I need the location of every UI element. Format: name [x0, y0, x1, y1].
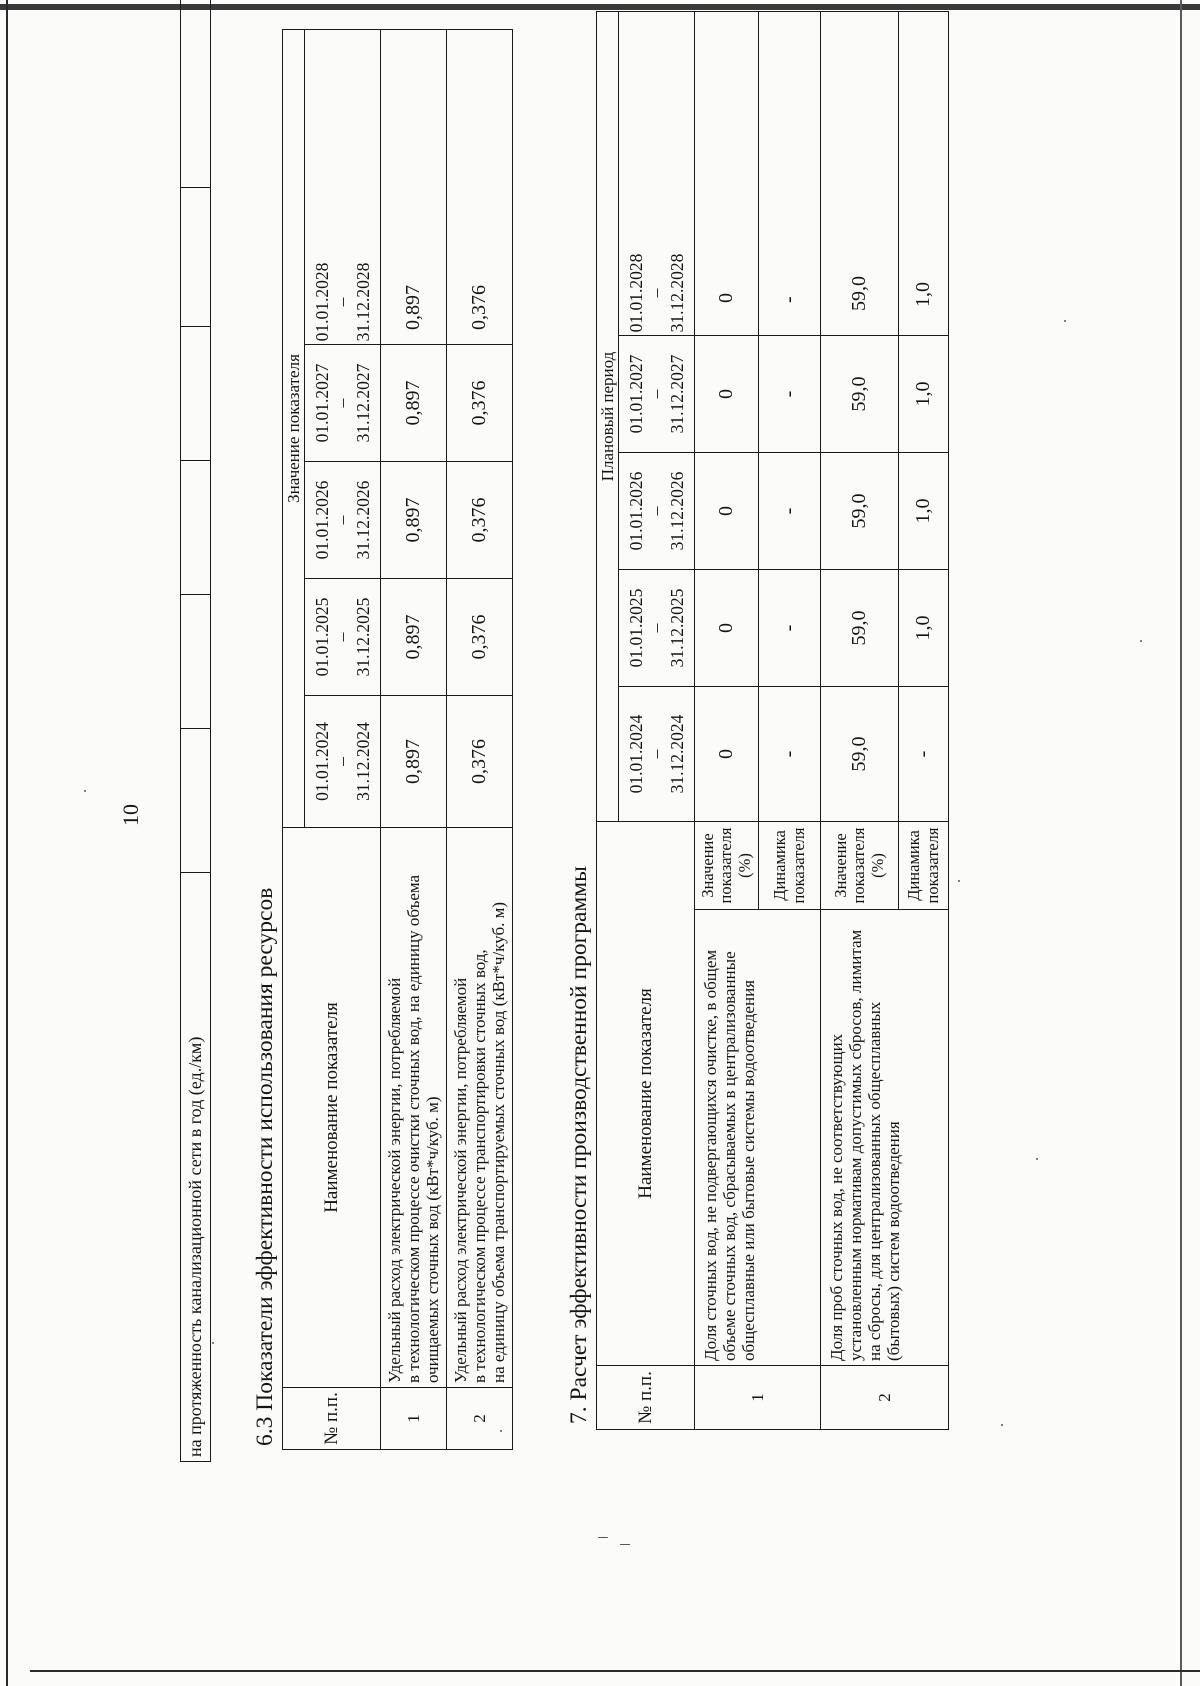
row-value: 59,0	[821, 11, 899, 335]
row-name-line: Доля сточных вод, не подвергающихся очистке, в общем	[701, 949, 721, 1361]
row-value: 59,0	[821, 686, 899, 821]
sub-label-line: (%)	[867, 853, 887, 878]
scan-speck	[958, 880, 960, 882]
row-value: -	[759, 569, 821, 686]
row-value: 0	[695, 452, 759, 569]
scan-speck	[1001, 1424, 1003, 1426]
row-num: 2	[447, 1388, 513, 1450]
scan-speck	[1036, 1158, 1038, 1160]
scan-speck	[1140, 640, 1142, 642]
row-value: -	[899, 686, 949, 821]
period-to: 31.12.2024	[352, 722, 373, 801]
top-fragment-cell	[181, 595, 211, 729]
top-fragment	[180, 0, 211, 1462]
period-to: 31.12.2025	[352, 597, 373, 677]
row-value: 59,0	[821, 452, 899, 569]
header-value-group: Значение показателя	[283, 30, 305, 828]
row-name-line: в технологическом процессе очистки сточных вод, на единицу объема	[404, 874, 424, 1383]
period-cell	[619, 11, 695, 335]
row-name	[821, 910, 949, 1366]
period-cell	[305, 345, 381, 462]
top-fragment-cell	[181, 0, 211, 188]
scan-speck	[1064, 320, 1066, 322]
row-value: 0	[695, 569, 759, 686]
period-dash: –	[332, 297, 353, 307]
row-value: -	[759, 452, 821, 569]
top-fragment-cell	[181, 188, 211, 327]
scan-speck	[84, 790, 86, 792]
section-7-title: 7. Расчет эффективности производственной программы	[566, 866, 592, 1424]
row-name-line: Удельный расход электрической энергии, потребляемой	[450, 977, 470, 1383]
table-row	[695, 11, 759, 1429]
period-from: 01.01.2025	[625, 588, 646, 668]
table-row	[447, 30, 513, 1450]
top-fragment-cell	[181, 729, 211, 873]
row-value: 0,897	[381, 696, 447, 828]
header-name: Наименование показателя	[597, 821, 695, 1365]
period-to: 31.12.2028	[352, 262, 373, 342]
scan-speck	[598, 1537, 608, 1538]
period-to: 31.12.2026	[666, 471, 687, 551]
period-from: 01.01.2026	[311, 480, 332, 560]
sub-label-line: Значение	[698, 833, 718, 898]
period-to: 31.12.2025	[666, 588, 687, 668]
period-from: 01.01.2028	[311, 262, 332, 342]
period-dash: –	[646, 506, 667, 516]
row-value: 59,0	[821, 335, 899, 452]
scan-speck	[500, 1430, 502, 1432]
sub-label-line: показателя	[788, 827, 808, 904]
header-name: Наименование показателя	[283, 828, 381, 1388]
row-value: -	[759, 686, 821, 821]
period-dash: –	[332, 398, 353, 408]
sub-label-line: (%)	[734, 853, 754, 878]
row-name	[447, 828, 513, 1388]
period-dash: –	[332, 632, 353, 642]
sub-label-line: Динамика	[770, 830, 790, 901]
row-value: 0,897	[381, 345, 447, 462]
row-value: 0	[695, 335, 759, 452]
row-name-line: (бытовых) систем водоотведения	[884, 1121, 904, 1361]
sub-label-line: Значение	[831, 833, 851, 898]
period-cell	[619, 335, 695, 452]
period-cell	[305, 30, 381, 345]
top-fragment-cell	[181, 327, 211, 461]
row-value: 0,376	[447, 30, 513, 345]
program-efficiency-table	[596, 11, 949, 1430]
period-to: 31.12.2026	[352, 480, 373, 560]
sub-label-line: Динамика	[904, 830, 924, 901]
period-to: 31.12.2027	[666, 354, 687, 434]
row-name-line: в технологическом процессе транспортировки сточных вод,	[470, 949, 490, 1383]
row-value: 59,0	[821, 569, 899, 686]
row-value: 1,0	[899, 569, 949, 686]
sub-label-line: показателя	[922, 827, 942, 904]
period-cell	[305, 696, 381, 828]
row-value: 0,376	[447, 462, 513, 579]
sub-label	[821, 821, 899, 909]
period-to: 31.12.2027	[352, 363, 373, 443]
row-name-line: объеме сточных вод, сбрасываемых в централизованные	[720, 951, 740, 1361]
section-6-3-block	[282, 29, 513, 1450]
header-num: № п.п.	[283, 1388, 381, 1450]
period-dash: –	[646, 389, 667, 399]
row-value: 0,897	[381, 579, 447, 696]
period-from: 01.01.2024	[311, 722, 332, 801]
top-fragment-table	[180, 0, 211, 1462]
period-from: 01.01.2025	[311, 597, 332, 677]
period-cell	[305, 579, 381, 696]
row-name-line: на единицу объема транспортируемых сточных вод (кВт*ч/куб. м)	[489, 901, 509, 1383]
row-value: -	[759, 11, 821, 335]
period-cell	[619, 452, 695, 569]
row-name	[695, 910, 821, 1366]
table-row	[381, 30, 447, 1450]
row-value: 1,0	[899, 11, 949, 335]
period-from: 01.01.2024	[625, 714, 646, 794]
row-value: 0,376	[447, 579, 513, 696]
sub-label	[759, 821, 821, 909]
row-value: 0	[695, 11, 759, 335]
period-dash: –	[646, 288, 667, 298]
period-to: 31.12.2024	[666, 714, 687, 794]
row-name-line: общесплавные или бытовые системы водоотведения	[739, 980, 759, 1361]
row-value: 0,376	[447, 345, 513, 462]
row-num: 1	[695, 1366, 821, 1430]
row-value: 0,897	[381, 462, 447, 579]
row-value: 0,897	[381, 30, 447, 345]
row-value: 0	[695, 686, 759, 821]
period-to: 31.12.2028	[666, 253, 687, 333]
period-cell	[305, 462, 381, 579]
period-dash: –	[646, 749, 667, 759]
row-value: 1,0	[899, 335, 949, 452]
scan-speck	[212, 1342, 214, 1344]
period-dash: –	[332, 515, 353, 525]
period-from: 01.01.2027	[625, 354, 646, 434]
period-from: 01.01.2026	[625, 471, 646, 551]
scan-speck	[620, 1544, 630, 1545]
row-value: 0,376	[447, 696, 513, 828]
sub-label-line: показателя	[716, 827, 736, 904]
row-name-line: Удельный расход электрической энергии, потребляемой	[384, 977, 404, 1383]
period-dash: –	[332, 757, 353, 766]
header-num: № п.п.	[597, 1366, 695, 1430]
row-num: 1	[381, 1388, 447, 1450]
period-dash: –	[646, 623, 667, 633]
table-row	[821, 11, 899, 1429]
period-from: 01.01.2028	[625, 253, 646, 333]
top-fragment-cell	[181, 461, 211, 595]
header-plan-group: Плановый период	[597, 11, 619, 821]
row-name-line: установленным нормативам допустимых сбросов, лимитам	[846, 929, 866, 1361]
period-cell	[619, 569, 695, 686]
page-number: 10	[118, 804, 143, 826]
row-num: 2	[821, 1366, 949, 1430]
row-name-line: очищаемых сточных вод (кВт*ч/куб. м)	[423, 1096, 443, 1383]
resource-efficiency-table	[282, 29, 513, 1450]
period-cell	[619, 686, 695, 821]
section-6-3-title: 6.3 Показатели эффективности использования ресурсов	[252, 887, 278, 1446]
sub-label	[899, 821, 949, 909]
sub-label	[695, 821, 759, 909]
sub-label-line: показателя	[849, 827, 869, 904]
row-name-line: Доля проб сточных вод, не соответствующих	[827, 1033, 847, 1361]
row-name	[381, 828, 447, 1388]
row-value: 1,0	[899, 452, 949, 569]
row-value: -	[759, 335, 821, 452]
row-name-line: на сбросы, для централизованных общесплавных	[865, 1001, 885, 1361]
section-7-block	[596, 11, 949, 1430]
top-fragment-label: на протяженность канализационной сети в год (ед./км)	[181, 873, 211, 1462]
period-from: 01.01.2027	[311, 363, 332, 443]
